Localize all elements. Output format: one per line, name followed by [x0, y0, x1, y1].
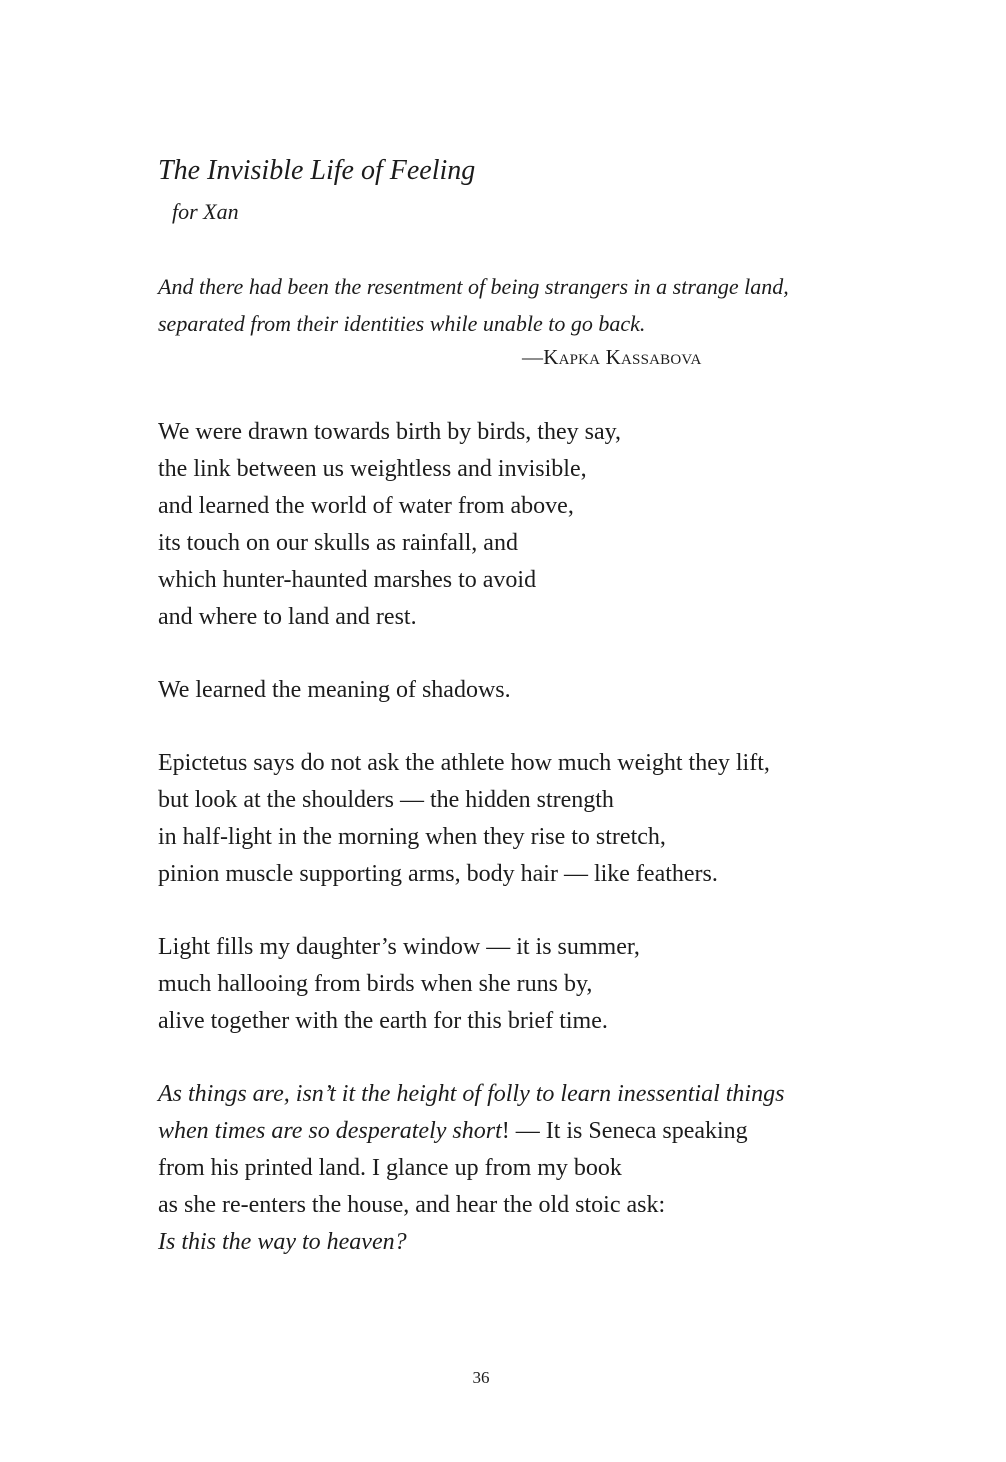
page-number: 36	[472, 1368, 490, 1387]
epigraph	[158, 268, 789, 342]
poem-line: as she re-enters the house, and hear the old stoic ask:	[158, 1192, 666, 1218]
epigraph-line: separated from their identities while unable to go back.	[158, 311, 646, 336]
poem-line: We learned the meaning of shadows.	[158, 677, 511, 703]
poem-line: Light fills my daughter’s window — it is summer,	[158, 934, 640, 960]
poem-line: alive together with the earth for this brief time.	[158, 1008, 608, 1034]
quote-fragment: when times are so desperately short	[158, 1118, 502, 1144]
poem-line: We were drawn towards birth by birds, they say,	[158, 419, 622, 445]
stanza	[158, 745, 770, 893]
poem-line-quote: Is this the way to heaven?	[158, 1229, 407, 1255]
line-continuation: ! — It is Seneca speaking	[501, 1118, 748, 1144]
stanza	[158, 929, 640, 1040]
stanza	[158, 1076, 784, 1261]
poem-line: pinion muscle supporting arms, body hair — like feathers.	[158, 861, 718, 887]
poem-line: the link between us weightless and invisible,	[158, 456, 587, 482]
epigraph-line: And there had been the resentment of being strangers in a strange land,	[158, 274, 789, 299]
epigraph-attribution	[522, 345, 702, 370]
poem-line: and where to land and rest.	[158, 604, 417, 630]
poem-line: and learned the world of water from above,	[158, 493, 574, 519]
poem-line: from his printed land. I glance up from my book	[158, 1155, 622, 1181]
stanza	[158, 672, 511, 709]
poem-title: The Invisible Life of Feeling	[158, 155, 476, 186]
poem-line: its touch on our skulls as rainfall, and	[158, 530, 518, 556]
poem-line: Epictetus says do not ask the athlete how much weight they lift,	[158, 750, 770, 776]
poem-line: but look at the shoulders — the hidden strength	[158, 787, 614, 813]
stanza	[158, 414, 621, 636]
poem-line: which hunter-haunted marshes to avoid	[158, 567, 537, 593]
attribution-author: Kapka Kassabova	[543, 345, 702, 369]
poem-line	[158, 1113, 784, 1150]
attribution-dash: —	[522, 345, 544, 369]
poem-dedication: for Xan	[172, 199, 239, 224]
poem-line-quote: As things are, isn’t it the height of folly to learn inessential things	[158, 1081, 785, 1107]
poem-line: much hallooing from birds when she runs by,	[158, 971, 593, 997]
poem-line: in half-light in the morning when they rise to stretch,	[158, 824, 666, 850]
